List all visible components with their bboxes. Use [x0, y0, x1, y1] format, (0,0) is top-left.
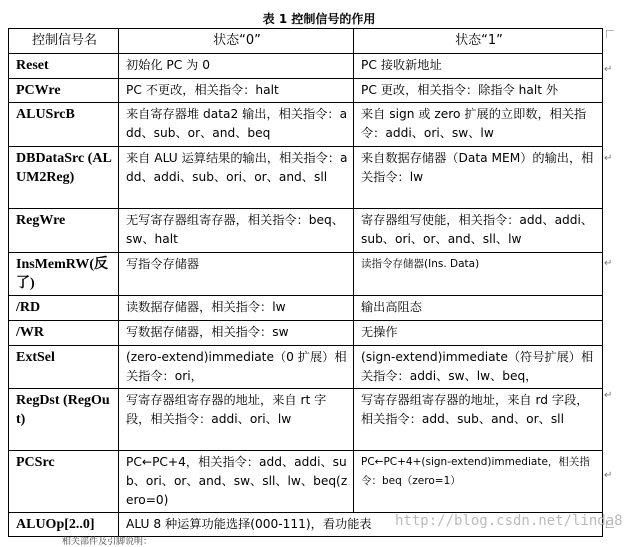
table-row — [9, 147, 603, 209]
table-row — [9, 79, 603, 103]
header-state-1: 状态“1” — [354, 29, 603, 54]
state-1-cell: 来自数据存储器（Data MEM）的输出，相关指令：lw — [354, 147, 603, 209]
signal-name: PCSrc — [9, 451, 119, 513]
table-row — [9, 296, 603, 321]
table-row — [9, 209, 603, 253]
paragraph-mark-icon: ↵ — [604, 64, 613, 75]
footnote: 相关部件及引脚说明： — [62, 537, 153, 547]
state-1-cell: PC 接收新地址 — [354, 54, 603, 79]
signal-name: /WR — [9, 321, 119, 346]
paragraph-mark-icon: ↵ — [604, 390, 613, 401]
state-1-cell: PC←PC+4+(sign-extend)immediate，相关指令：beq（zero=1） — [354, 451, 603, 513]
table-row — [9, 103, 603, 147]
state-0-cell: PC←PC+4，相关指令：add、addi、sub、ori、or、and、sw、sll、lw、beq(zero=0) — [119, 451, 354, 513]
signal-name: PCWre — [9, 79, 119, 103]
state-0-cell: 来自 ALU 运算结果的输出，相关指令：add、addi、sub、ori、or、and、sll — [119, 147, 354, 209]
state-1-cell: 读指令存储器(Ins. Data) — [354, 253, 603, 296]
paragraph-mark-icon: ↵ — [604, 470, 613, 481]
control-signal-table — [8, 28, 603, 537]
state-0-cell: 写指令存储器 — [119, 253, 354, 296]
table-row — [9, 389, 603, 451]
signal-name: ALUOp[2..0] — [9, 513, 119, 537]
state-0-cell: 无写寄存器组寄存器，相关指令：beq、sw、halt — [119, 209, 354, 253]
table-row — [9, 54, 603, 79]
signal-name: RegWre — [9, 209, 119, 253]
state-0-cell: 写寄存器组寄存器的地址，来自 rt 字段，相关指令：addi、ori、lw — [119, 389, 354, 451]
state-0-cell: 写数据存储器，相关指令：sw — [119, 321, 354, 346]
watermark: http://blog.csdn.net/linda8 — [395, 513, 623, 529]
table-row — [9, 346, 603, 389]
table-caption: 表 1 控制信号的作用 — [262, 12, 376, 26]
header-row — [9, 29, 603, 54]
signal-name: DBDataSrc (ALUM2Reg) — [9, 147, 119, 209]
signal-name: /RD — [9, 296, 119, 321]
state-1-cell: PC 更改，相关指令：除指令 halt 外 — [354, 79, 603, 103]
header-signal-name: 控制信号名 — [9, 29, 119, 54]
state-1-cell: 无操作 — [354, 321, 603, 346]
table-row — [9, 321, 603, 346]
signal-name: InsMemRW(反了) — [9, 253, 119, 296]
signal-name: Reset — [9, 54, 119, 79]
signal-name: ExtSel — [9, 346, 119, 389]
paragraph-mark-icon: ↵ — [604, 153, 613, 164]
state-1-cell: (sign-extend)immediate（符号扩展）相关指令：addi、sw、lw、beq， — [354, 346, 603, 389]
state-0-cell: 读数据存储器，相关指令：lw — [119, 296, 354, 321]
header-state-0: 状态“0” — [119, 29, 354, 54]
state-1-cell: 寄存器组写使能，相关指令：add、addi、sub、ori、or、and、sll、lw — [354, 209, 603, 253]
state-0-cell: (zero-extend)immediate（0 扩展）相关指令：ori， — [119, 346, 354, 389]
table-row — [9, 451, 603, 513]
corner-mark-icon — [606, 30, 614, 38]
paragraph-mark-icon: ↵ — [604, 258, 613, 269]
state-1-cell: 写寄存器组寄存器的地址，来自 rd 字段，相关指令：add、sub、and、or、sll — [354, 389, 603, 451]
table-row — [9, 253, 603, 296]
state-0-cell: 来自寄存器堆 data2 输出，相关指令：add、sub、or、and、beq — [119, 103, 354, 147]
state-0-cell: 初始化 PC 为 0 — [119, 54, 354, 79]
signal-name: RegDst (RegOut) — [9, 389, 119, 451]
state-merged-cell: ALU 8 种运算功能选择(000-111)，看功能表 — [119, 513, 603, 537]
state-1-cell: 来自 sign 或 zero 扩展的立即数，相关指令：addi、ori、sw、lw — [354, 103, 603, 147]
state-0-cell: PC 不更改，相关指令：halt — [119, 79, 354, 103]
state-1-cell: 输出高阻态 — [354, 296, 603, 321]
signal-name: ALUSrcB — [9, 103, 119, 147]
